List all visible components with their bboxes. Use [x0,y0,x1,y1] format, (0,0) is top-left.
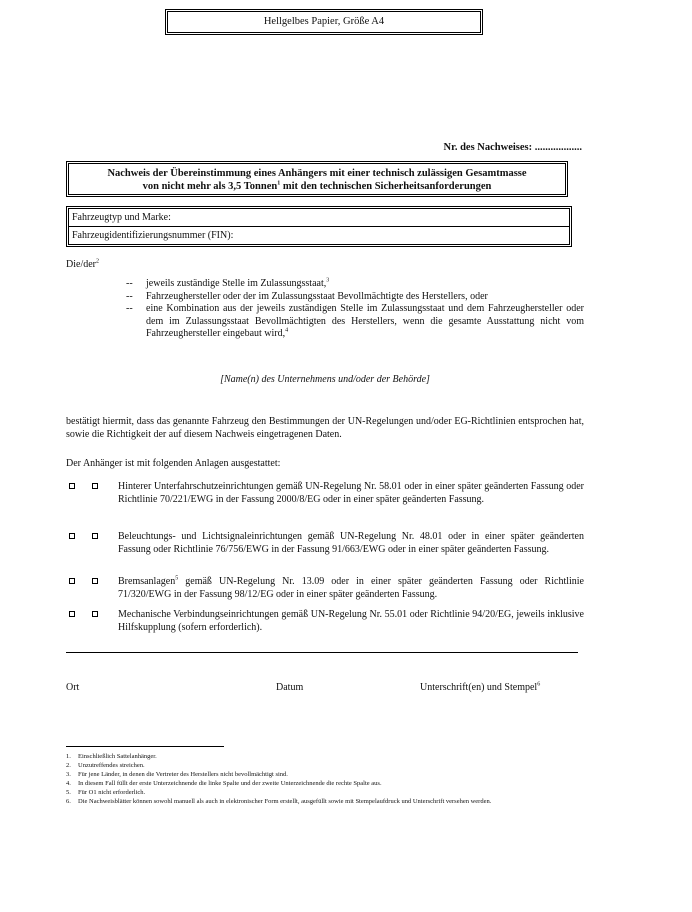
footnote-text: Einschließlich Sattelanhänger. [78,753,157,760]
checkbox[interactable] [92,578,98,584]
issuer-option: -- Fahrzeughersteller oder der im Zulassungsstaat Bevollmächtigte des Herstellers, oder [126,290,488,302]
place-label: Ort [66,682,80,693]
vehicle-type-label: Fahrzeugtyp und Marke: [72,212,171,223]
checkbox[interactable] [69,483,75,489]
footnote-separator [66,746,224,747]
vehicle-type-field[interactable] [69,209,569,226]
confirmation-text: bestätigt hiermit, dass das genannte Fahrzeug den Bestimmungen der UN-Regelungen und/oder EG-Richtlinien entsprochen hat, sowie die Richtigkeit der auf diesem Nachweis eingetragenen Daten. [66,416,584,440]
equipment-intro: Der Anhänger ist mit folgenden Anlagen ausgestattet: [66,458,281,469]
checkbox[interactable] [69,578,75,584]
footnote-text: Unzutreffendes streichen. [78,762,145,769]
footnote-text: Für O1 nicht erforderlich. [78,789,146,796]
footnote-number: 6. [66,798,71,805]
title-line-2-text: von nicht mehr als 3,5 Tonnen [142,181,278,192]
equipment-text: Hinterer Unterfahrschutzeinrichtungen gemäß UN-Regelung Nr. 58.01 oder in einer später geänderten Fassung oder Richtlinie 70/221/EWG in der Fassung 2000/8/EG oder in einer später geänderten Fassung. [118,481,584,505]
paper-format-note-box [165,9,483,35]
footnote-text: In diesem Fall füllt der erste Unterzeichnende die linke Spalte und der zweite Unterzeichnende die rechte Spalte aus. [78,780,382,787]
footnote-ref: 2 [96,258,99,265]
footnote [66,797,586,806]
company-name-placeholder[interactable]: [Name(n) des Unternehmens und/oder der Behörde] [220,374,430,385]
footnote [66,779,586,788]
issuer-option-text: Fahrzeughersteller oder der im Zulassungsstaat Bevollmächtigte des Herstellers, oder [146,290,488,302]
footnote [66,770,586,779]
checkbox[interactable] [69,611,75,617]
footnote-number: 2. [66,762,71,769]
issuer-intro-text: Die/der [66,259,96,270]
footnote-text: Die Nachweisblätter können sowohl manuell als auch in elektronischer Form erstellt, ausgefüllt sowie mit Stempelaufdruck und Unterschrift versehen werden. [78,798,492,805]
title-line-2-rest: mit den technischen Sicherheitsanforderungen [280,181,492,192]
equipment-text-start: Bremsanlagen [118,576,176,587]
footnote-number: 1. [66,753,71,760]
equipment-item [66,481,584,506]
checkbox[interactable] [92,533,98,539]
date-label: Datum [276,682,304,693]
issuer-option-text: jeweils zuständige Stelle im Zulassungsstaat, [146,278,327,289]
checkbox[interactable] [92,611,98,617]
equipment-item [66,609,584,634]
title-line-1: Nachweis der Übereinstimmung eines Anhängers mit einer technisch zulässigen Gesamtmasse [107,168,527,179]
equipment-text-rest: gemäß UN-Regelung Nr. 13.09 oder in einer später geänderten Fassung oder Richtlinie 71/320/EWG in der Fassung 98/12/EG oder in einer später geänderten Fassung. [118,576,584,600]
footnote-ref: 5 [175,575,179,582]
issuer-option: -- eine Kombination aus der jeweils zuständigen Stelle im Zulassungsstaat und dem Fahrzeughersteller oder dem im Zulassungsstaat Bevollmächtigten des Herstellers, wenn die gesamte Ausstattung nicht vom Fahrzeughersteller eingebaut wird,$^4$ [126,303,584,339]
footnote-ref: 3 [326,277,330,284]
equipment-item [66,531,584,556]
footnote-ref: 6 [537,681,541,688]
equipment-text: Beleuchtungs- und Lichtsignaleinrichtungen gemäß UN-Regelung Nr. 48.01 oder in einer später geänderten Fassung oder Richtlinie 76/756/EWG in der Fassung 91/663/EWG oder in einer später geänderten Fassung. [118,531,584,555]
paper-format-note: Hellgelbes Papier, Größe A4 [263,16,385,27]
issuer-option: -- jeweils zuständige Stelle im Zulassungsstaat,$^3$ [126,277,330,289]
issuer-option-text: eine Kombination aus der jeweils zuständigen Stelle im Zulassungsstaat und dem Fahrzeughersteller oder dem im Zulassungsstaat Bevollmächtigten des Herstellers, wenn die gesamte Ausstattung nicht vom Fahrzeughersteller eingebaut wird, [146,303,584,339]
certificate-number: Nr. des Nachweises: .................. [443,142,582,153]
signature-line [66,652,578,653]
footnote-ref: 1 [277,180,281,187]
vehicle-fields [66,206,572,247]
checkbox[interactable] [92,483,98,489]
issuer-intro [66,259,99,272]
equipment-text [118,576,584,601]
document-title [66,161,568,197]
footnote [66,761,586,770]
signature-label [420,682,540,693]
issuer-options-list [126,278,584,341]
vin-label: Fahrzeugidentifizierungsnummer (FIN): [72,230,234,241]
title-line-2 [69,180,565,193]
footnote [66,752,586,761]
footnote-text: Für jene Länder, in denen die Vertreter des Herstellers nicht bevollmächtigt sind. [78,771,288,778]
footnote [66,788,586,797]
checkbox[interactable] [69,533,75,539]
equipment-item [66,576,584,601]
footnote-number: 4. [66,780,71,787]
footnotes [66,752,586,806]
vin-field[interactable] [69,226,569,244]
signature-label-text: Unterschrift(en) und Stempel [420,682,538,693]
footnote-ref: 4 [285,327,289,334]
equipment-text: Mechanische Verbindungseinrichtungen gemäß UN-Regelung Nr. 55.01 oder Richtlinie 94/20/EG, jeweils inklusive Hilfskupplung (sofern erforderlich). [118,609,584,633]
footnote-number: 5. [66,789,71,796]
footnote-number: 3. [66,771,71,778]
